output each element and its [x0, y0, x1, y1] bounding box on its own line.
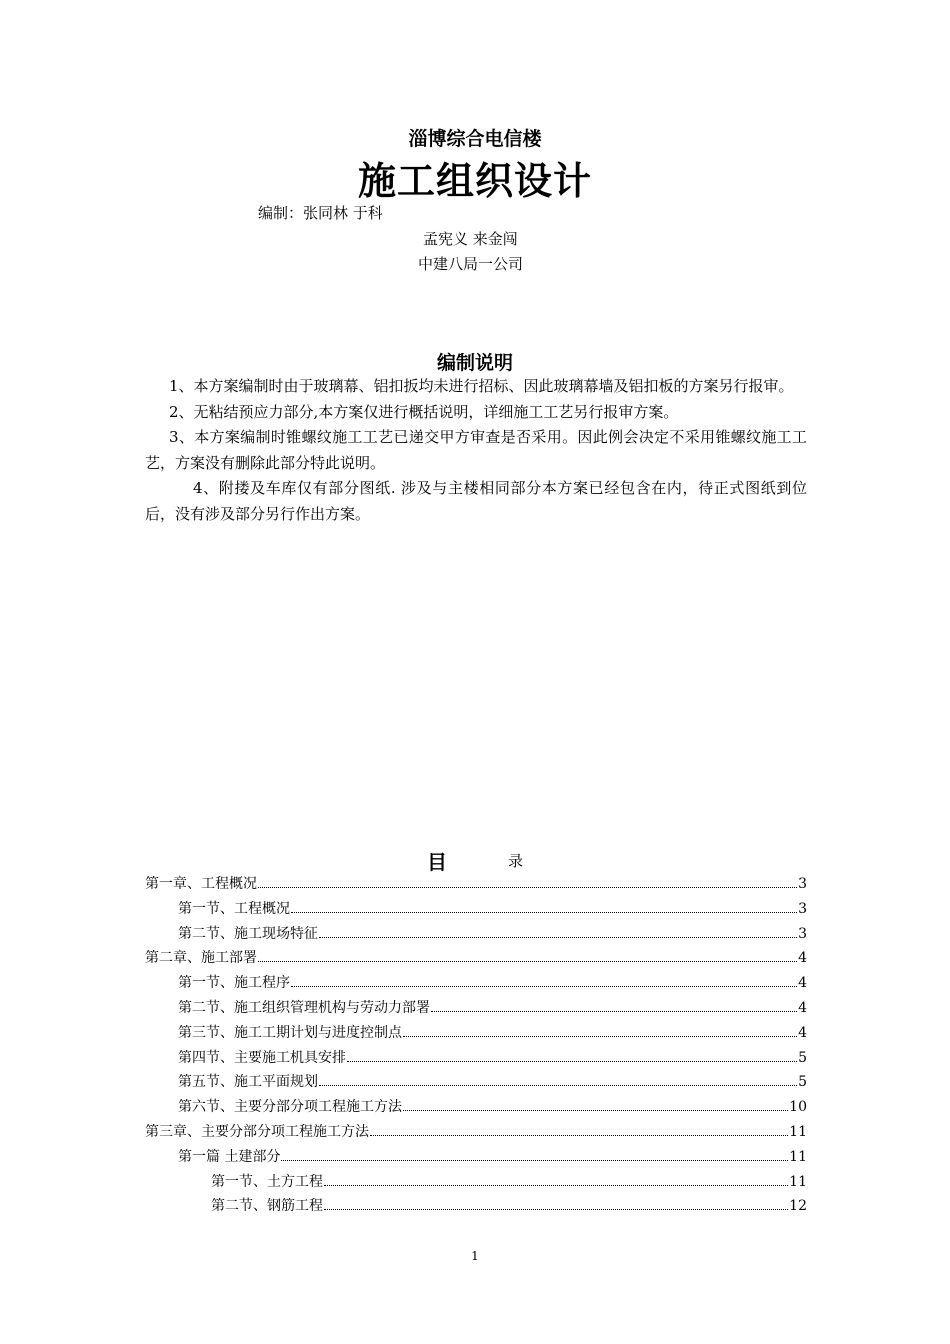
page-number: 1: [471, 1249, 479, 1263]
toc-heading-char-2: 录: [508, 852, 524, 870]
authors-line-2: 孟宪义 来金闯: [423, 230, 518, 248]
toc-entry[interactable]: 第三章、主要分部分项工程施工方法 11: [145, 1123, 807, 1140]
toc-entry[interactable]: 第三节、施工工期计划与进度控制点 4: [178, 1024, 807, 1041]
document-title: 施工组织设计: [357, 158, 592, 203]
toc-entry[interactable]: 第二节、施工现场特征 3: [178, 925, 807, 942]
toc-heading-char-1: 目: [427, 850, 447, 874]
note-item: 3、本方案编制时锥螺纹施工工艺已递交甲方审查是否采用。因此例会决定不采用锥螺纹施工工艺，方案没有删除此部分特此说明。: [145, 428, 807, 472]
toc-entry[interactable]: 第一章、工程概况 3: [145, 876, 807, 892]
toc-entry[interactable]: 第二节、钢筋工程 12: [211, 1198, 807, 1215]
table-of-contents: [145, 872, 807, 1219]
company-name: 中建八局一公司: [418, 255, 524, 273]
toc-entry[interactable]: 第二章、施工部署 4: [145, 950, 807, 967]
authors-line-1: 编制：张同林 于科: [258, 204, 383, 222]
toc-entry[interactable]: 第一节、工程概况 3: [178, 900, 807, 917]
toc-entry[interactable]: 第一节、施工程序 4: [178, 975, 807, 992]
notes-body: [145, 374, 807, 527]
notes-heading: 编制说明: [436, 352, 513, 374]
toc-entry[interactable]: 第一篇 土建部分 11: [178, 1148, 807, 1165]
toc-entry[interactable]: 第四节、主要施工机具安排 5: [178, 1049, 807, 1066]
note-item: 1、本方案编制时由于玻璃幕、铝扣扳均未进行招标、因此玻璃幕墙及铝扣板的方案另行报审。: [169, 377, 794, 395]
document-subtitle: 淄博综合电信楼: [408, 128, 542, 150]
toc-entry[interactable]: 第六节、主要分部分项工程施工方法 10: [178, 1099, 807, 1116]
toc-entry[interactable]: 第一节、土方工程 11: [211, 1173, 807, 1190]
note-item: 4、附搂及车库仅有部分图纸. 涉及与主楼相同部分本方案已经包含在内，待正式图纸到位后，没有涉及部分另行作出方案。: [145, 479, 807, 523]
note-item: 2、无粘结预应力部分,本方案仅进行概括说明，详细施工工艺另行报审方案。: [169, 402, 679, 421]
toc-entry[interactable]: 第二节、施工组织管理机构与劳动力部署 4: [178, 999, 807, 1016]
toc-entry[interactable]: 第五节、施工平面规划 5: [178, 1074, 807, 1091]
